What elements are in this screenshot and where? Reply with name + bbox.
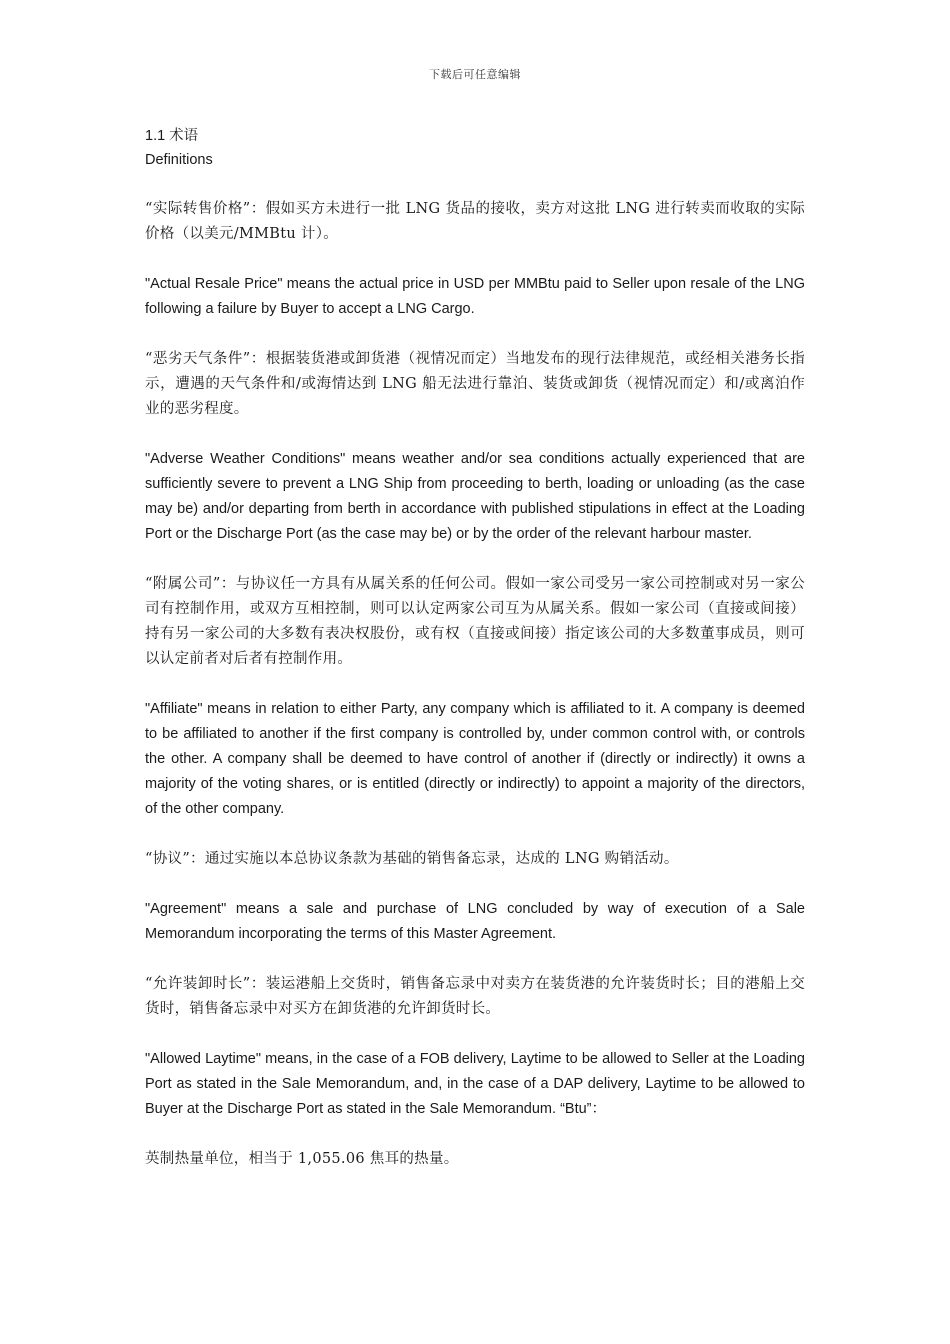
definition-actual-resale-price-zh: “实际转售价格”：假如买方未进行一批 LNG 货品的接收，卖方对这批 LNG 进行转卖而收取的实际价格（以美元/MMBtu 计）。 — [145, 201, 805, 242]
definition-agreement-en: "Agreement" means a sale and purchase of LNG concluded by way of execution of a Sale Memorandum incorporating the terms of this Master Agreement. — [145, 901, 805, 942]
section-number: 1.1 术语 — [145, 128, 199, 144]
definition-affiliate-zh: “附属公司”：与协议任一方具有从属关系的任何公司。假如一家公司受另一家公司控制或对另一家公司有控制作用，或双方互相控制，则可以认定两家公司互为从属关系。假如一家公司（直接或间接）持有另一家公司的大多数有表决权股份，或有权（直接或间接）指定该公司的大多数董事成员，则可以认定前者对后者有控制作用。 — [145, 576, 805, 667]
definition-allowed-laytime-en: "Allowed Laytime" means, in the case of a FOB delivery, Laytime to be allowed to Seller at the Loading Port as stated in the Sale Memorandum, and, in the case of a DAP delivery, Laytime to be allowed to Buyer at the Discharge Port as stated in the Sale Memorandum. “Btu”： — [145, 1051, 805, 1117]
document-body — [145, 124, 805, 1197]
definition-allowed-laytime-zh: “允许装卸时长”：装运港船上交货时，销售备忘录中对卖方在装货港的允许装货时长；目的港船上交货时，销售备忘录中对买方在卸货港的允许卸货时长。 — [145, 976, 805, 1017]
definition-adverse-weather-zh: “恶劣天气条件”：根据装货港或卸货港（视情况而定）当地发布的现行法律规范，或经相关港务长指示，遭遇的天气条件和/或海情达到 LNG 船无法进行靠泊、装货或卸货（视情况而定）和/或离泊作业的恶劣程度。 — [145, 351, 805, 417]
page-header-note: 下载后可任意编辑 — [429, 68, 521, 81]
definition-adverse-weather-en: "Adverse Weather Conditions" means weather and/or sea conditions actually experienced that are sufficiently severe to prevent a LNG Ship from proceeding to berth, loading or unloading (as the case may be) and/or departing from berth in accordance with published stipulations in effect at the Loading Port or the Discharge Port (as the case may be) or by the order of the relevant harbour master. — [145, 451, 805, 542]
definition-actual-resale-price-en: "Actual Resale Price" means the actual price in USD per MMBtu paid to Seller upon resale of the LNG following a failure by Buyer to accept a LNG Cargo. — [145, 276, 805, 317]
definition-btu-zh: 英制热量单位，相当于 1,055.06 焦耳的热量。 — [145, 1151, 459, 1167]
section-subtitle: Definitions — [145, 152, 213, 168]
definition-agreement-zh: “协议”：通过实施以本总协议条款为基础的销售备忘录，达成的 LNG 购销活动。 — [145, 851, 679, 867]
definition-affiliate-en: "Affiliate" means in relation to either Party, any company which is affiliated to it. A company is deemed to be affiliated to another if the first company is controlled by, under common control with, or controls the other. A company shall be deemed to have control of another if (directly or indirectly) it owns a majority of the voting shares, or is entitled (directly or indirectly) to appoint a majority of the directors, of the other company. — [145, 701, 805, 817]
